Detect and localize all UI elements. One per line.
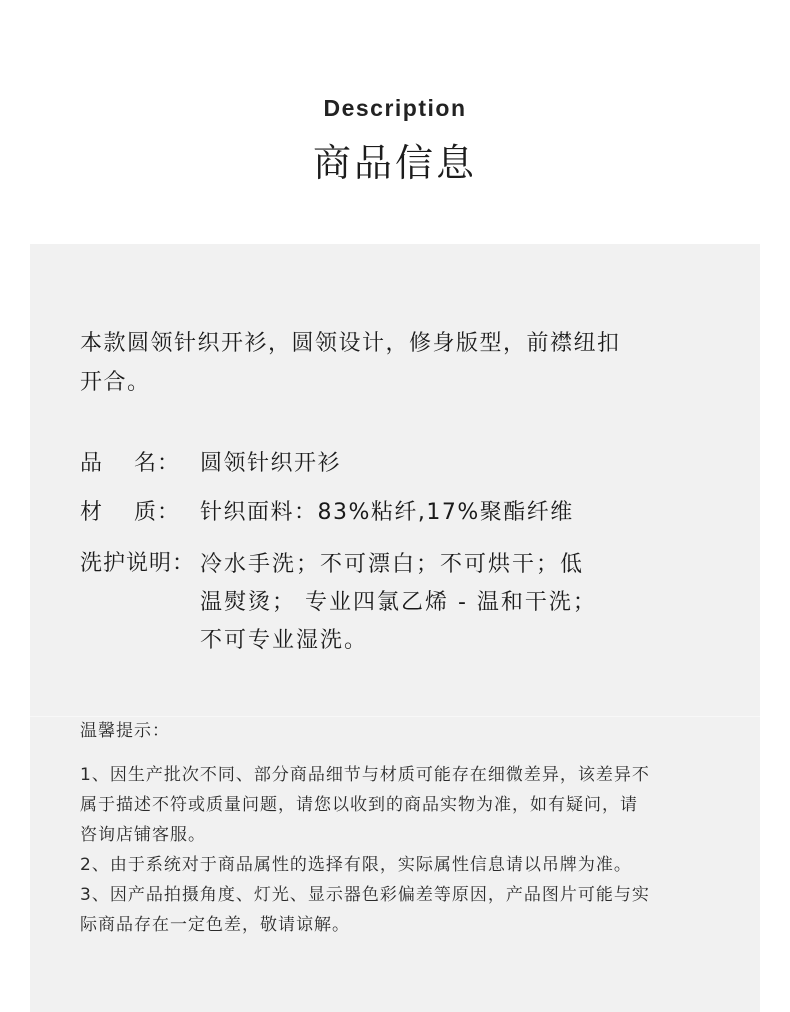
material-label: 材 质： <box>80 500 180 525</box>
name-value: 圆领针织开衫 <box>200 451 342 476</box>
tips-list <box>80 760 720 940</box>
tips-title: 温馨提示： <box>80 721 170 741</box>
care-line: 冷水手洗；不可漂白；不可烘干；低 <box>200 552 585 577</box>
care-instructions <box>200 546 597 660</box>
material-value: 针织面料：83%粘纤,17%聚酯纤维 <box>200 500 574 525</box>
tip-line: 属于描述不符或质量问题，请您以收到的商品实物为准，如有疑问，请 <box>80 795 638 815</box>
title-chinese: 商品信息 <box>312 141 477 185</box>
product-intro <box>80 324 720 402</box>
intro-line: 本款圆领针织开衫，圆领设计，修身版型，前襟纽扣 <box>80 331 621 356</box>
care-line: 不可专业湿洗。 <box>200 628 369 653</box>
tip-line: 3、因产品拍摄角度、灯光、显示器色彩偏差等原因，产品图片可能与实 <box>80 885 650 905</box>
name-label: 品 名： <box>80 451 180 476</box>
tip-line: 咨询店铺客服。 <box>80 825 206 845</box>
title-english: Description <box>323 95 467 121</box>
tip-line: 1、因生产批次不同、部分商品细节与材质可能存在细微差异，该差异不 <box>80 765 650 785</box>
intro-line: 开合。 <box>80 370 151 395</box>
care-line: 温熨烫； 专业四氯乙烯 - 温和干洗； <box>200 590 597 615</box>
tip-line: 2、由于系统对于商品属性的选择有限，实际属性信息请以吊牌为准。 <box>80 855 632 875</box>
tip-line: 际商品存在一定色差，敬请谅解。 <box>80 915 350 935</box>
care-label: 洗护说明： <box>80 551 196 576</box>
